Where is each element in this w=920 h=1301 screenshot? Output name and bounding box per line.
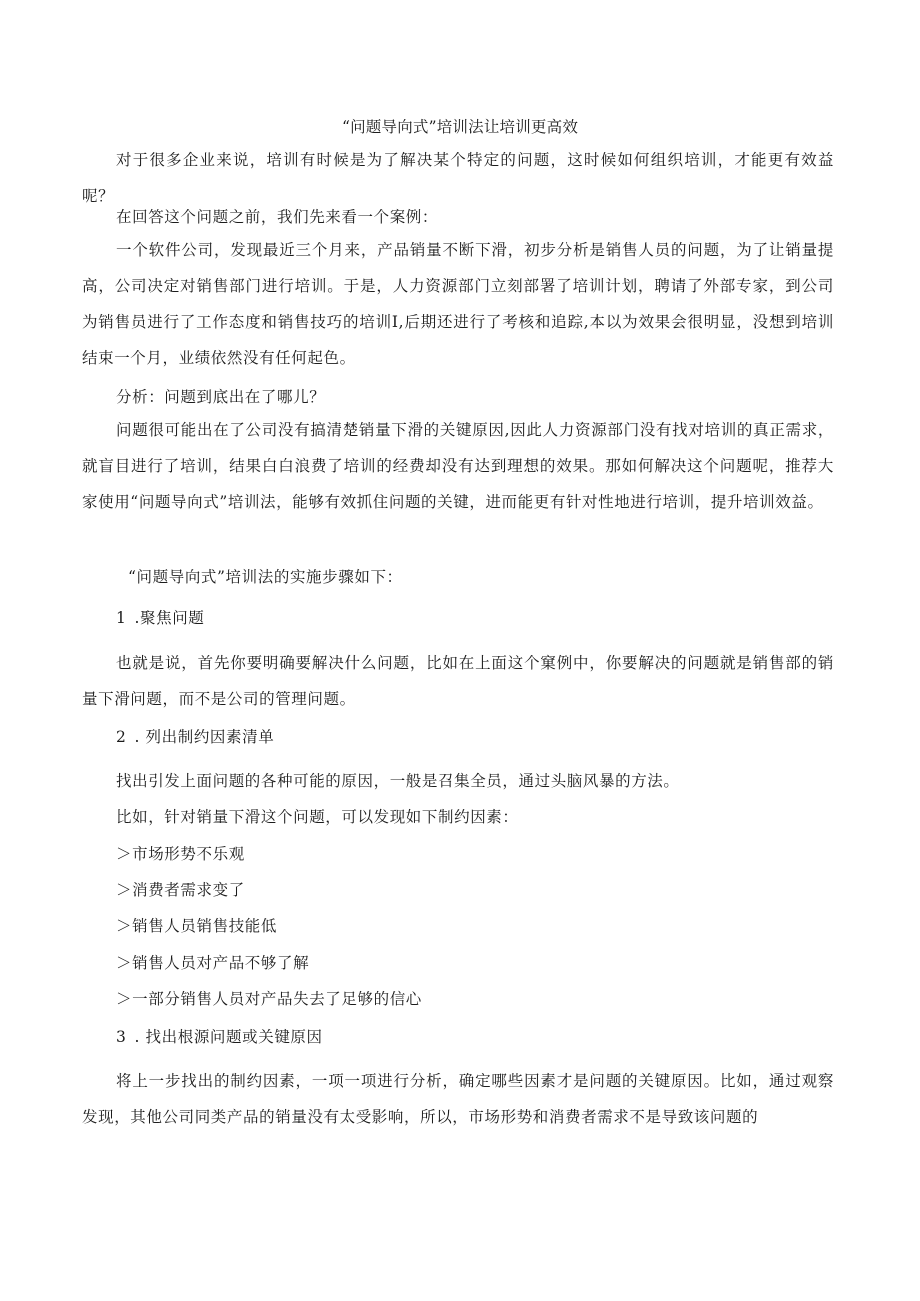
factor-item: ＞销售人员销售技能低 [116,917,278,935]
factor-item: ＞销售人员对产品不够了解 [116,954,310,972]
steps-intro: “问题导向式”培训法的实施步骤如下： [128,568,403,586]
factor-item: ＞消费者需求变了 [116,881,245,899]
document-title: “问题导向式”培训法让培训更高效 [341,118,579,136]
step3-heading [116,1025,323,1047]
factor-item: ＞市场形势不乐观 [116,845,245,863]
step2-title: . 列出制约因素清单 [134,728,275,746]
step2-number: 2 [116,728,127,746]
factor-item: ＞一部分销售人员对产品失去了足够的信心 [116,990,422,1008]
analysis-question: 分析：问题到底出在了哪儿？ [116,388,326,406]
step2-body-1: 找出引发上面问题的各种可能的原因，一般是召集全员，通过头脑风暴的方法。 [116,772,680,790]
step1-body: 也就是说，首先你要明确要解决什么问题，比如在上面这个窠例中，你要解决的问题就是销售部的销量下滑问题，而不是公司的管理问题。 [82,654,834,708]
intro-paragraph: 对于很多企业来说，培训有时候是为了解决某个特定的问题，这时候如何组织培训，才能更有效益呢？ [82,151,834,205]
step1-number: 1 [116,609,127,627]
step1-heading [116,606,204,628]
step3-body: 将上一步找出的制约因素，一项一项进行分析，确定哪些因素才是问题的关键原因。比如，通过观察发现，其他公司同类产品的销量没有太受影响，所以，市场形势和消费者需求不是导致该问题的 [82,1072,834,1126]
step1-title: .聚焦问题 [134,609,205,627]
step2-body-2: 比如，针对销量下滑这个问题，可以发现如下制约因素： [116,808,519,826]
step2-heading [116,725,274,747]
step3-title: . 找出根源问题或关键原因 [134,1028,323,1046]
analysis-paragraph: 问题很可能出在了公司没有搞清楚销量下滑的关键原因,因此人力资源部门没有找对培训的真正需求，就盲目进行了培训，结果白白浪费了培训的经费却没有达到理想的效果。那如何解决这个问题呢，推荐大家使用“问题导向式”培训法，能够有效抓住问题的关键，进而能更有针对性地进行培训，提升培训效益。 [82,421,834,511]
case-paragraph: 一个软件公司，发现最近三个月来，产品销量不断下滑，初步分析是销售人员的问题，为了让销量提高，公司决定对销售部门进行培训。于是，人力资源部门立刻部署了培训计划，聘请了外部专家，到公司为销售员进行了工作态度和销售技巧的培训I,后期还进行了考核和追踪,本以为效果会很明显，没想到培训结束一个月，业绩依然没有任何起色。 [82,241,834,367]
lead-paragraph: 在回答这个问题之前，我们先来看一个案例： [116,208,439,226]
step3-number: 3 [116,1028,127,1046]
